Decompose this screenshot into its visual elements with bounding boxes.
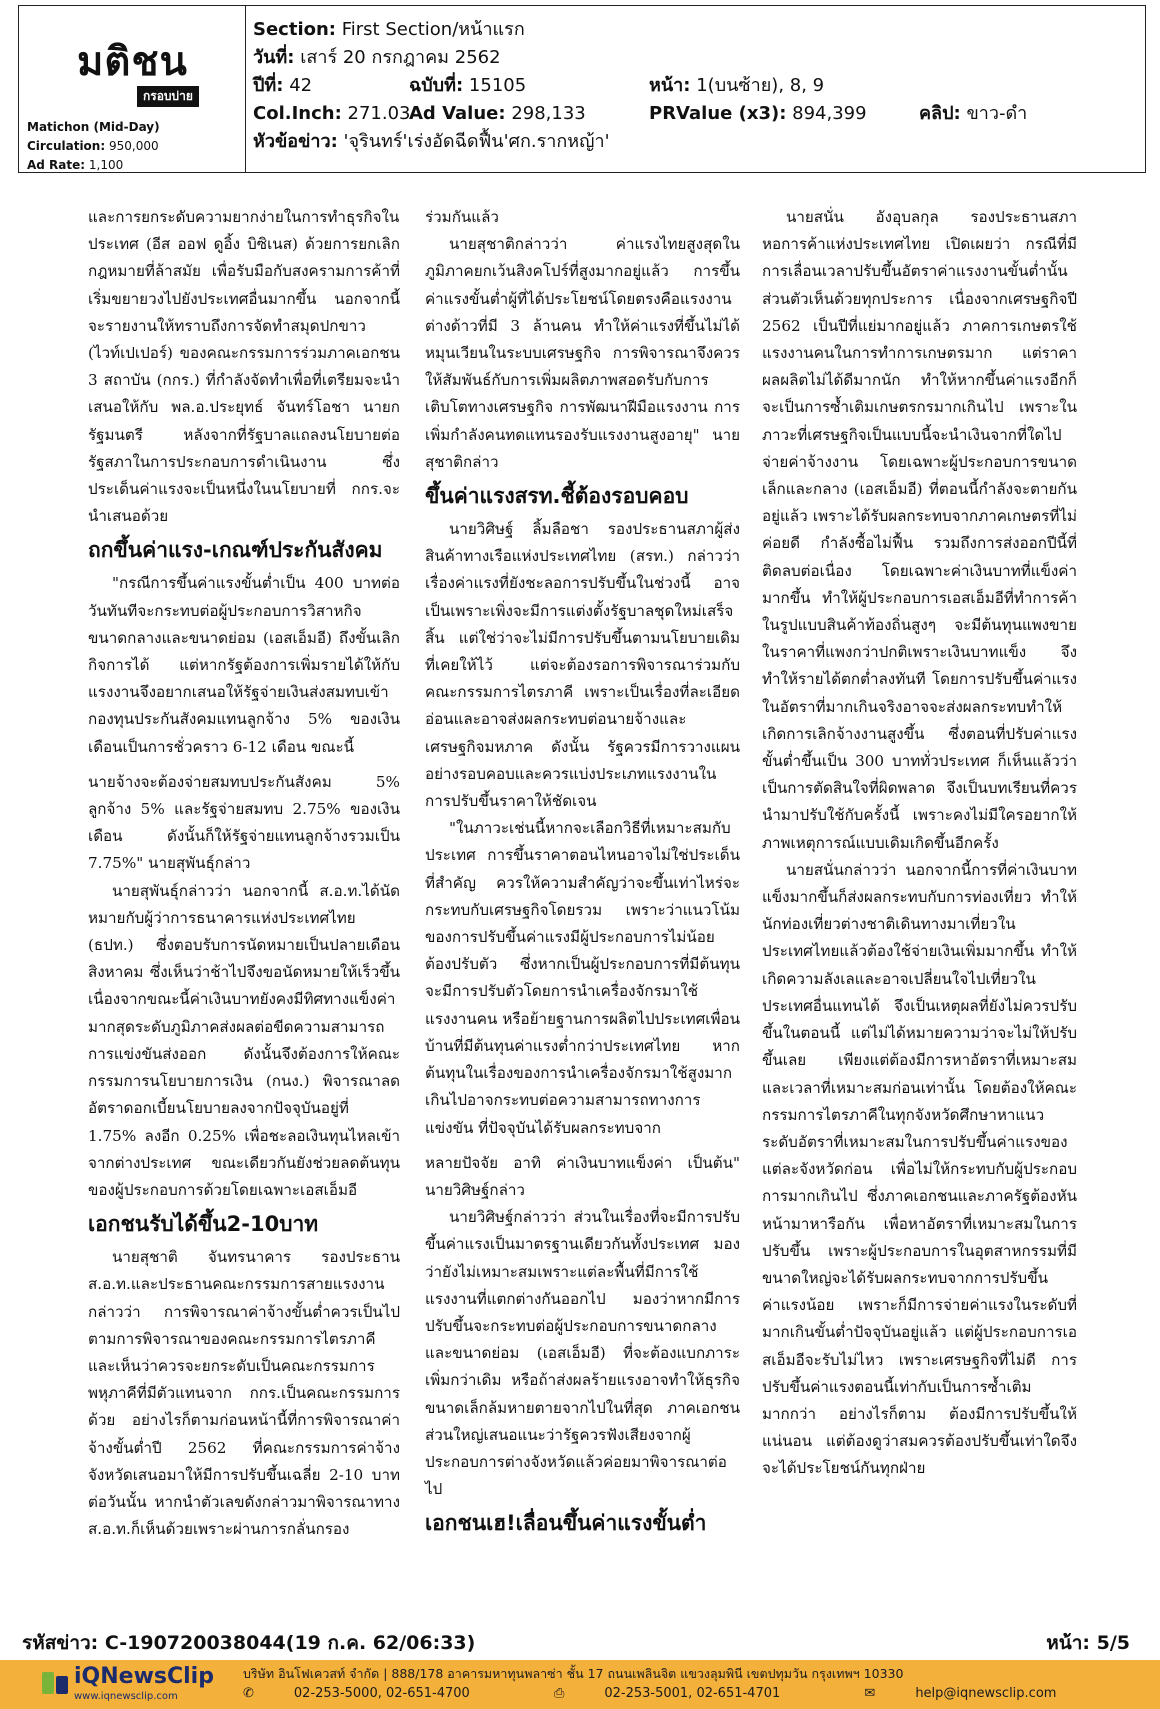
paragraph: นายวิศิษฐ์กล่าวว่า ส่วนในเรื่องที่จะมีการปรับขึ้นค่าแรงเป็นมาตรฐานเดียวกันทั้งประเทศ มองว่ายังไม่เหมาะสมเพราะแต่ละพื้นที่มีการใช้แรงงานที่แตกต่างกันออกไป มองว่าหากมีการปรับขึ้นจะกระทบต่อผู้ประกอบการขนาดกลางและขนาดย่อม (เอสเอ็มอี) ที่จะต้องแบกภาระเพิ่มกว่าเดิม หรือถ้าส่งผลร้ายแรงอาจทำให้ธุรกิจขนาดเล็กล้มหายตายจากไปในที่สุด ภาคเอกชนส่วนใหญ่เสนอแนะว่ารัฐควรฟังเสียงจากผู้ประกอบการต่างจังหวัดแล้วค่อยมาพิจารณาต่อไป xyxy=(425,1208,740,1499)
news-id: รหัสข่าว: C-190720038044(19 ก.ค. 62/06:33) xyxy=(22,1632,476,1654)
section-label: Section: xyxy=(253,19,336,40)
phone-numbers: 02-253-5000, 02-651-4700 xyxy=(293,1686,470,1701)
company-address: บริษัท อินโฟเควสท์ จำกัด | 888/178 อาคารมหาทุนพลาซ่า ชั้น 17 ถนนเพลินจิต แขวงลุมพินี เขตปทุมวัน กรุงเทพฯ 10330 xyxy=(243,1666,904,1681)
subheading: ขึ้นค่าแรงสรท.ชี้ต้องรอบคอบ xyxy=(425,484,689,509)
page-value: 1(บนซ้าย), 8, 9 xyxy=(696,75,825,96)
paragraph: "กรณีการขึ้นค่าแรงขั้นต่ำเป็น 400 บาทต่อวันทันทีจะกระทบต่อผู้ประกอบการวิสาหกิจขนาดกลางและขนาดย่อม (เอสเอ็มอี) ถึงขั้นเลิกกิจการได้ แต่หากรัฐต้องการเพิ่มรายได้ให้กับแรงงานจึงอยากเสนอให้รัฐจ่ายเงินส่งสมทบเข้ากองทุนประกันสังคมแทนลูกจ้าง 5% ของเงินเดือนเป็นการชั่วคราว 6-12 เดือน ขณะนี้ xyxy=(88,574,400,756)
headline-label: หัวข้อข่าว: xyxy=(253,131,338,152)
article-column-2 xyxy=(425,204,740,1543)
issue-value: 15105 xyxy=(468,75,527,96)
paragraph: นายสุพันธุ์กล่าวว่า นอกจากนี้ ส.อ.ท.ได้นัดหมายกับผู้ว่าการธนาคารแห่งประเทศไทย (ธปท.) ซึ่งตอบรับการนัดหมายเป็นปลายเดือนสิงหาคม ซึ่งเห็นว่าช้าไปจึงขอนัดหมายให้เร็วขึ้น เนื่องจากขณะนี้ค่าเงินบาทยังคงมีทิศทางแข็งค่ามากสุดระดับภูมิภาคส่งผลต่อขีดความสามารถการแข่งขันส่งออก ดังนั้นจึงต้องการให้คณะกรรมการนโยบายการเงิน (กนง.) พิจารณาลดอัตราดอกเบี้ยนโยบายลงจากปัจจุบันอยู่ที่ 1.75% ลงอีก 0.25% เพื่อชะลอเงินทุนไหลเข้าจากต่างประเทศ ขณะเดียวกันยังช่วยลดต้นทุนของผู้ประกอบการด้วยโดยเฉพาะเอสเอ็มอี xyxy=(88,881,400,1199)
fax-icon: ⎙ xyxy=(553,1686,565,1701)
prvalue-value: 894,399 xyxy=(792,103,867,124)
iqnewsclip-logo[interactable] xyxy=(40,1664,220,1706)
fax-numbers: 02-253-5001, 02-651-4701 xyxy=(604,1686,781,1701)
circulation-label: Circulation: xyxy=(27,139,106,153)
phone-icon: ✆ xyxy=(243,1686,254,1701)
ad-rate-value: 1,100 xyxy=(88,158,124,172)
paragraph: นายจ้างจะต้องจ่ายสมทบประกันสังคม 5% ลูกจ้าง 5% และรัฐจ่ายสมทบ 2.75% ของเงินเดือน ดังนั้นก็ให้รัฐจ่ายแทนลูกจ้างรวมเป็น 7.75%" นายสุพันธุ์กล่าว xyxy=(88,772,400,873)
date-value: เสาร์ 20 กรกฎาคม 2562 xyxy=(300,47,501,68)
paragraph: นายสุชาติกล่าวว่า ค่าแรงไทยสูงสุดในภูมิภาคยกเว้นสิงคโปร์ที่สูงมากอยู่แล้ว การขึ้นค่าแรงขั้นต่ำผู้ที่ได้ประโยชน์โดยตรงคือแรงงานต่างด้าวที่มี 3 ล้านคน ทำให้ค่าแรงที่ขึ้นไม่ได้หมุนเวียนในระบบเศรษฐกิจ การพิจารณาจึงควรให้สัมพันธ์กับการเพิ่มผลิตภาพสอดรับกับการเติบโตทางเศรษฐกิจ การพัฒนาฝีมือแรงงาน การเพิ่มกำลังคนทดแทนรองรับแรงงานสูงอายุ" นายสุชาติกล่าว xyxy=(425,235,740,471)
iqnewsclip-url[interactable]: www.iqnewsclip.com xyxy=(74,1691,178,1702)
year-label: ปีที่: xyxy=(253,75,284,96)
paragraph: หลายปัจจัย อาทิ ค่าเงินบาทแข็งค่า เป็นต้น" นายวิศิษฐ์กล่าว xyxy=(425,1153,740,1199)
publication-name: Matichon (Mid-Day) xyxy=(27,120,160,134)
paragraph: นายวิศิษฐ์ ลิ้มลือชา รองประธานสภาผู้ส่งสินค้าทางเรือแห่งประเทศไทย (สรท.) กล่าวว่า เรื่องค่าแรงที่ยังชะลอการปรับขึ้นในช่วงนี้ อาจเป็นเพราะเพิ่งจะมีการแต่งตั้งรัฐบาลชุดใหม่เสร็จสิ้น แต่ใช่ว่าจะไม่มีการปรับขึ้นตามนโยบายเดิมที่เคยให้ไว้ แต่จะต้องรอการพิจารณาร่วมกับคณะกรรมการไตรภาคี เพราะเป็นเรื่องที่ละเอียดอ่อนและอาจส่งผลกระทบต่อนายจ้างและเศรษฐกิจมหภาค ดังนั้น รัฐควรมีการวางแผนอย่างรอบคอบและควรแบ่งประเภทแรงงานในการปรับขึ้นราคาให้ชัดเจน xyxy=(425,520,740,811)
clip-header xyxy=(18,5,1146,173)
clip-label: คลิป: xyxy=(919,103,961,124)
subheading: เอกชนเฮ!เลื่อนขึ้นค่าแรงขั้นต่ำ xyxy=(425,1511,707,1536)
article-column-1 xyxy=(88,204,400,1543)
prvalue-label: PRValue (x3): xyxy=(649,103,787,124)
publication-logo: มติชน xyxy=(77,39,188,85)
paragraph: นายสนั่นกล่าวว่า นอกจากนี้การที่ค่าเงินบาทแข็งมากขึ้นก็ส่งผลกระทบกับการท่องเที่ยว ทำให้นักท่องเที่ยวต่างชาติเดินทางมาเที่ยวในประเทศไทยแล้วต้องใช้จ่ายเงินเพิ่มมากขึ้น ทำให้เกิดความลังเลและอาจเปลี่ยนใจไปเที่ยวในประเทศอื่นแทนได้ จึงเป็นเหตุผลที่ยังไม่ควรปรับขึ้นในตอนนี้ แต่ไม่ได้หมายความว่าจะไม่ให้ปรับขึ้นเลย เพียงแต่ต้องมีการหาอัตราที่เหมาะสมและเวลาที่เหมาะสมก่อนเท่านั้น โดยต้องให้คณะกรรมการไตรภาคีในทุกจังหวัดศึกษาหาแนวระดับอัตราที่เหมาะสมในการปรับขึ้นค่าแรงของแต่ละจังหวัดก่อน เพื่อไม่ให้กระทบกับผู้ประกอบการมากเกินไป ซึ่งภาคเอกชนและภาครัฐต้องหันหน้ามาหารือกัน เพื่อหาอัตราที่เหมาะสมในการปรับขึ้น เพราะผู้ประกอบการในอุตสาหกรรมที่มีขนาดใหญ่จะได้รับผลกระทบจากการปรับขึ้นค่าแรงน้อย เพราะก็มีการจ่ายค่าแรงในระดับที่มากเกินขั้นต่ำปัจจุบันอยู่แล้ว แต่ผู้ประกอบการเอสเอ็มอีจะรับไม่ไหว เพราะเศรษฐกิจที่ไม่ดี การปรับขึ้นค่าแรงตอนนี้เท่ากับเป็นการซ้ำเติมมากกว่า อย่างไรก็ตาม ต้องมีการปรับขึ้นให้แน่นอน แต่ต้องดูว่าสมควรต้องปรับขึ้นเท่าใดจึงจะได้ประโยชน์กันทุกฝ่าย xyxy=(762,860,1077,1478)
paragraph: นายสนั่น อังอุบลกุล รองประธานสภาหอการค้าแห่งประเทศไทย เปิดเผยว่า กรณีที่มีการเลื่อนเวลาปรับขึ้นอัตราค่าแรงงานขั้นต่ำนั้นส่วนตัวเห็นด้วยทุกประการ เนื่องจากเศรษฐกิจปี 2562 เป็นปีที่แย่มากอยู่แล้ว ภาคการเกษตรใช้แรงงานคนในการทำการเกษตรมาก แต่ราคาผลผลิตไม่ได้ดีมากนัก ทำให้หากขึ้นค่าแรงอีกก็จะเป็นการซ้ำเติมเกษตรกรมากเกินไป เพราะในภาวะที่เศรษฐกิจเป็นแบบนี้จะนำเงินจากที่ใดไปจ่ายค่าจ้างงาน โดยเฉพาะผู้ประกอบการขนาดเล็กและกลาง (เอสเอ็มอี) ที่ตอนนี้กำลังจะตายกันอยู่แล้ว เพราะได้รับผลกระทบจากภาคเกษตรที่ไม่ค่อยดี กำลังซื้อไม่ฟื้น รวมถึงการส่งออกปีนี้ที่ติดลบต่อเนื่อง โดยเฉพาะค่าเงินบาทที่แข็งค่ามากขึ้น ทำให้ผู้ประกอบการเอสเอ็มอีที่ทำการค้าในรูปแบบสินค้าท้องถิ่นสูงๆ จะมีต้นทุนแพงขายในราคาที่แพงกว่าปกติเพราะเงินบาทแข็ง จึงทำให้รายได้ตกต่ำลงทันที โดยการปรับขึ้นค่าแรงในอัตราที่มากเกินจริงอาจจะส่งผลกระทบทำให้เกิดการเลิกจ้างงานสูงขึ้น ซึ่งตอนที่ปรับค่าแรงขั้นต่ำขึ้นเป็น 300 บาททั่วประเทศ ก็เห็นแล้วว่าเป็นการตัดสินใจที่ผิดพลาด จึงเป็นบทเรียนที่ควรนำมาปรับใช้กับครั้งนี้ เพราะคงไม่มีใครอยากให้ภาพเหตุการณ์แบบเดิมเกิดขึ้นอีกครั้ง xyxy=(762,208,1077,852)
advalue-value: 298,133 xyxy=(511,103,586,124)
paragraph: และการยกระดับความยากง่ายในการทำธุรกิจในประเทศ (อีส ออฟ ดูอิ้ง บิซิเนส) ด้วยการยกเลิกกฎหมายที่ล้าสมัย เพื่อรับมือกับสงครามการค้าที่เริ่มขยายวงไปยังประเทศอื่นมากขึ้น นอกจากนี้จะรายงานให้ทราบถึงการจัดทำสมุดปกขาว (ไวท์เปเปอร์) ของคณะกรรมการร่วมภาคเอกชน 3 สถาบัน (กกร.) ที่กำลังจัดทำเพื่อที่เตรียมจะนำเสนอให้กับ พล.อ.ประยุทธ์ จันทร์โอชา นายกรัฐมนตรี หลังจากที่รัฐบาลแถลงนโยบายต่อรัฐสภาในการประกอบการดำเนินงาน ซึ่งประเด็นค่าแรงจะเป็นหนึ่งในนโยบายที่ กกร.จะนำเสนอด้วย xyxy=(88,208,400,526)
email-icon: ✉ xyxy=(864,1686,876,1701)
colinch-label: Col.Inch: xyxy=(253,103,342,124)
paragraph: นายสุชาติ จันทรนาคาร รองประธาน ส.อ.ท.และประธานคณะกรรมการสายแรงงาน กล่าวว่า การพิจารณาค่าจ้างขั้นต่ำควรเป็นไปตามการพิจารณาของคณะกรรมการไตรภาคีและเห็นว่าควรจะยกระดับเป็นคณะกรรมการพหุภาคีที่มีตัวแทนจาก กกร.เป็นคณะกรรมการด้วย อย่างไรก็ตามก่อนหน้านี้ที่การพิจารณาค่าจ้างขั้นต่ำปี 2562 ที่คณะกรรมการค่าจ้างจังหวัดเสนอมาให้มีการปรับขึ้นเฉลี่ย 2-10 บาทต่อวันนั้น หากนำตัวเลขดังกล่าวมาพิจารณาทาง ส.อ.ท.ก็เห็นด้วยเพราะผ่านการกลั่นกรอง xyxy=(88,1248,400,1539)
year-value: 42 xyxy=(289,75,313,96)
advalue-label: Ad Value: xyxy=(409,103,506,124)
subheading: ถกขึ้นค่าแรง-เกณฑ์ประกันสังคม xyxy=(88,538,383,563)
publication-info xyxy=(27,118,160,175)
article-column-3 xyxy=(762,204,1077,1483)
issue-label: ฉบับที่: xyxy=(409,75,464,96)
iqnewsclip-brand: iQNewsClip xyxy=(74,1664,214,1689)
headline-value: 'จุรินทร์'เร่งอัดฉีดฟื้น'ศก.รากหญ้า' xyxy=(343,131,610,152)
ad-rate-label: Ad Rate: xyxy=(27,158,86,172)
publication-logo-cell xyxy=(19,6,246,172)
paragraph: "ในภาวะเช่นนี้หากจะเลือกวิธีที่เหมาะสมกับประเทศ การขึ้นราคาตอนไหนอาจไม่ใช่ประเด็นที่สำคัญ ควรให้ความสำคัญว่าจะขึ้นเท่าไหร่จะกระทบกับเศรษฐกิจโดยรวม เพราะว่าแนวโน้มของการปรับขึ้นค่าแรงมีผู้ประกอบการไม่น้อยต้องปรับตัว ซึ่งหากเป็นผู้ประกอบการที่มีต้นทุน จะมีการปรับตัวโดยการนำเครื่องจักรมาใช้แรงงานคน หรือย้ายฐานการผลิตไปประเทศเพื่อนบ้านที่มีต้นทุนค่าแรงต่ำกว่าประเทศไทย หากต้นทุนในเรื่องของการนำเครื่องจักรมาใช้สูงมากเกินไปอาจกระทบต่อความสามารถทางการแข่งขัน ที่ปัจจุบันได้รับผลกระทบจาก xyxy=(425,819,740,1137)
clip-metadata xyxy=(253,16,1135,156)
clip-value: ขาว-ดำ xyxy=(966,103,1028,124)
page-count: หน้า: 5/5 xyxy=(1046,1632,1130,1654)
date-label: วันที่: xyxy=(253,47,295,68)
iqnewsclip-mark-icon xyxy=(40,1668,70,1698)
section-value: First Section/หน้าแรก xyxy=(341,19,525,40)
email-address[interactable]: help@iqnewsclip.com xyxy=(915,1686,1057,1701)
colinch-value: 271.03 xyxy=(347,103,411,124)
subheading: เอกชนรับได้ขึ้น2-10บาท xyxy=(88,1212,319,1237)
circulation-value: 950,000 xyxy=(108,139,159,153)
page-label: หน้า: xyxy=(649,75,691,96)
publication-logo-edition: กรอบบ่าย xyxy=(137,86,199,107)
paragraph: ร่วมกันแล้ว xyxy=(425,208,499,226)
contact-info xyxy=(243,1686,1136,1701)
